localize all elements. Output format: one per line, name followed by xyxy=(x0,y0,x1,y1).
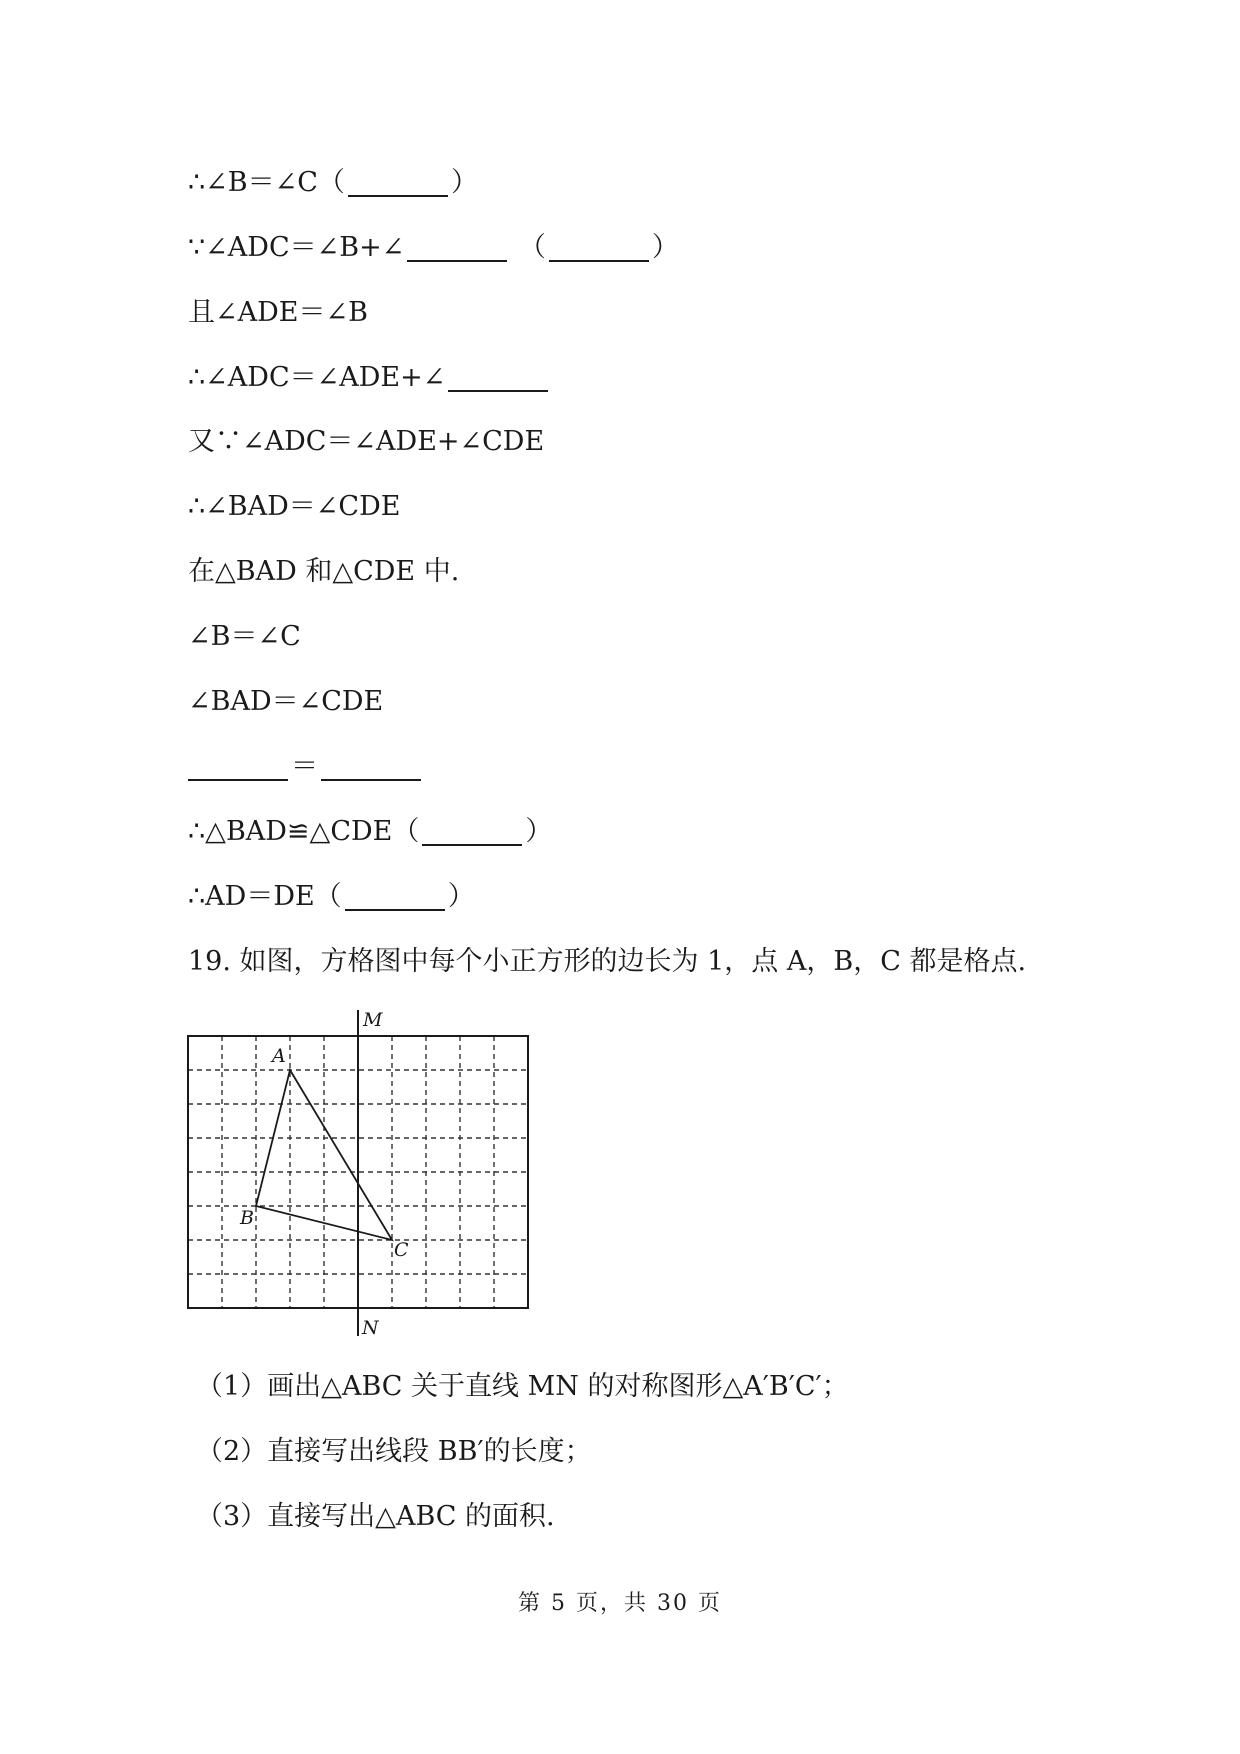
proof-line-1-text: ∴∠B＝∠C（ xyxy=(188,167,345,198)
label-a: A xyxy=(272,1045,286,1067)
question-19-part-2: （2）直接写出线段 BB′的长度； xyxy=(196,1436,592,1467)
page-footer: 第 5 页，共 30 页 xyxy=(518,1591,722,1616)
label-n: N xyxy=(362,1317,379,1339)
answer-blank[interactable] xyxy=(345,883,445,911)
proof-line-9: ∠BAD＝∠CDE xyxy=(188,686,384,717)
label-m: M xyxy=(363,1009,383,1031)
proof-line-4 xyxy=(188,361,551,395)
answer-blank[interactable] xyxy=(348,169,448,197)
answer-blank[interactable] xyxy=(549,234,649,262)
question-19-stem: 19. 如图，方格图中每个小正方形的边长为 1，点 A，B，C 都是格点. xyxy=(188,946,1027,977)
proof-line-2-text: ∵∠ADC＝∠B+∠ xyxy=(188,232,405,263)
proof-line-10 xyxy=(188,750,424,784)
proof-line-2-open: （ xyxy=(518,232,546,263)
proof-line-10-equals: ＝ xyxy=(291,751,318,782)
proof-line-2 xyxy=(188,231,679,265)
label-b: B xyxy=(240,1207,254,1229)
proof-line-3: 且∠ADE＝∠B xyxy=(188,297,368,328)
proof-line-4-text: ∴∠ADC＝∠ADE+∠ xyxy=(188,362,446,393)
answer-blank[interactable] xyxy=(448,364,548,392)
proof-line-1 xyxy=(188,166,478,200)
label-c: C xyxy=(394,1239,409,1261)
proof-line-8: ∠B＝∠C xyxy=(188,621,301,652)
answer-blank[interactable] xyxy=(321,753,421,781)
question-19-part-3: （3）直接写出△ABC 的面积. xyxy=(196,1501,555,1532)
answer-blank[interactable] xyxy=(422,818,522,846)
proof-line-11-close: ） xyxy=(525,816,553,847)
proof-line-11-text: ∴△BAD≌△CDE（ xyxy=(188,816,420,847)
proof-line-2-close: ） xyxy=(651,232,679,263)
proof-line-6: ∴∠BAD＝∠CDE xyxy=(188,491,401,522)
proof-line-11 xyxy=(188,815,552,849)
proof-line-12-text: ∴AD＝DE（ xyxy=(188,881,342,912)
proof-line-12-close: ） xyxy=(447,881,475,912)
proof-line-12 xyxy=(188,880,475,914)
proof-line-7: 在△BAD 和△CDE 中. xyxy=(188,556,460,587)
proof-line-5: 又∵∠ADC＝∠ADE+∠CDE xyxy=(188,426,545,457)
answer-blank[interactable] xyxy=(407,234,507,262)
proof-line-1-close: ） xyxy=(450,167,478,198)
answer-blank[interactable] xyxy=(188,753,288,781)
grid-figure xyxy=(180,1000,560,1350)
question-19-part-1: （1）画出△ABC 关于直线 MN 的对称图形△A′B′C′； xyxy=(196,1371,849,1402)
